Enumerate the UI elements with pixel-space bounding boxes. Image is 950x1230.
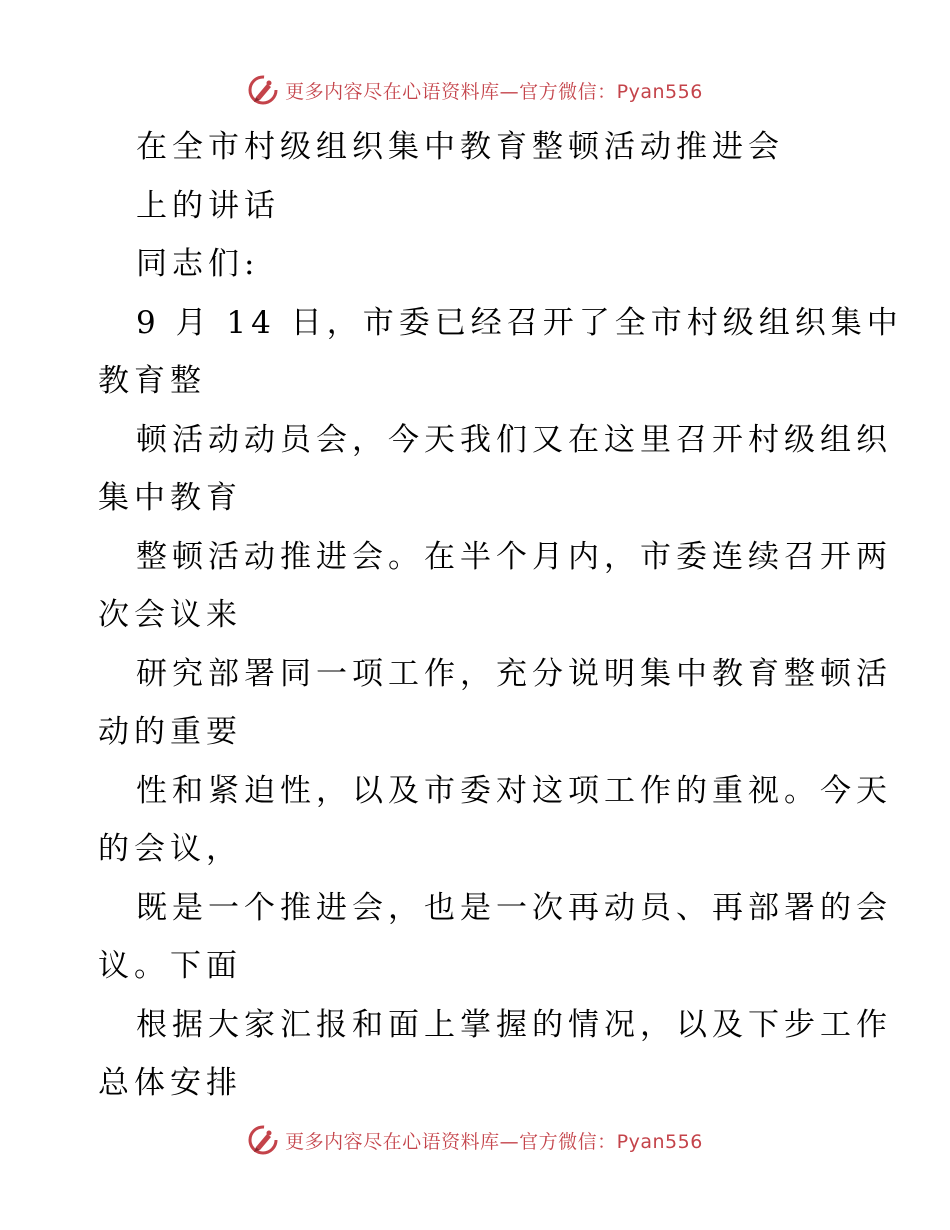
text-line: 同志们: (136, 246, 260, 282)
text-line: 的会议， (98, 831, 242, 867)
text-line: 性和紧迫性，以及市委对这项工作的重视。今天 (136, 772, 892, 809)
text-line: 集中教育 (98, 480, 242, 516)
header-watermark (0, 70, 950, 110)
text-line: 整顿活动推进会。在半个月内，市委连续召开两 (136, 538, 892, 575)
footer-watermark (0, 1120, 950, 1160)
footer-watermark-text: 更多内容尽在心语资料库—官方微信：Pyan556 (285, 1130, 703, 1153)
text-line: 议。下面 (98, 948, 242, 984)
text-line: 动的重要 (98, 714, 242, 750)
pen-logo-icon (247, 74, 279, 106)
text-line: 总体安排 (98, 1065, 242, 1101)
text-line: 既是一个推进会，也是一次再动员、再部署的会 (136, 889, 892, 926)
pen-logo-icon (247, 1124, 279, 1156)
text-line: 上的讲话 (136, 187, 280, 224)
text-line: 在全市村级组织集中教育整顿活动推进会 (136, 129, 784, 165)
document-body (98, 118, 903, 1113)
header-watermark-text: 更多内容尽在心语资料库—官方微信：Pyan556 (285, 80, 703, 103)
text-line: 顿活动动员会，今天我们又在这里召开村级组织 (136, 421, 892, 458)
text-line: 教育整 (98, 363, 206, 399)
text-line: 次会议来 (98, 597, 242, 633)
text-line: 研究部署同一项工作，充分说明集中教育整顿活 (136, 655, 892, 692)
text-line: 9 月 14 日，市委已经召开了全市村级组织集中 (136, 304, 903, 341)
text-line: 根据大家汇报和面上掌握的情况，以及下步工作 (136, 1006, 892, 1043)
